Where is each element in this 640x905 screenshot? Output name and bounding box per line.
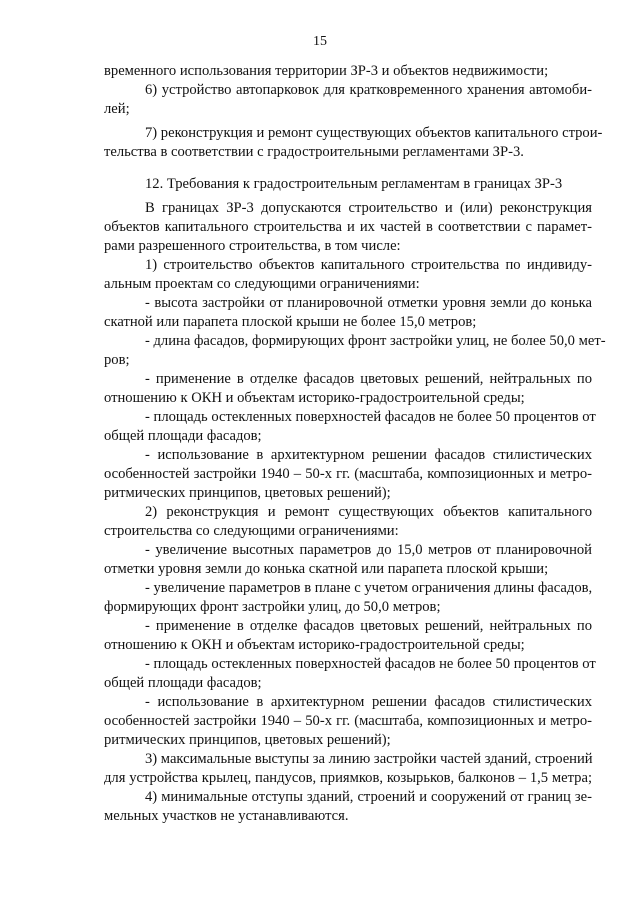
text-line: - применение в отделке фасадов цветовых решений, нейтральных по: [145, 618, 592, 634]
text-line: скатной или парапета плоской крыши не более 15,0 метров;: [104, 314, 477, 330]
text-line: отношению к ОКН и объектам историко-градостроительной среды;: [104, 637, 525, 653]
text-line: строительства со следующими ограничениями:: [104, 523, 399, 539]
text-line: - использование в архитектурном решении фасадов стилистических: [145, 694, 592, 710]
text-line: ритмических принципов, цветовых решений);: [104, 485, 391, 501]
text-line: для устройства крылец, пандусов, приямков, козырьков, балконов – 1,5 метра;: [104, 770, 592, 786]
text-line: мельных участков не устанавливаются.: [104, 808, 349, 824]
text-line: общей площади фасадов;: [104, 675, 262, 691]
text-line: особенностей застройки 1940 – 50-х гг. (масштаба, композиционных и метро-: [104, 466, 592, 482]
text-line: формирующих фронт застройки улиц, до 50,0 метров;: [104, 599, 441, 615]
page-number: 15: [313, 34, 327, 49]
text-line: 1) строительство объектов капитального строительства по индивиду-: [145, 257, 592, 273]
text-line: 7) реконструкция и ремонт существующих объектов капитального строи-: [145, 125, 603, 141]
text-line: особенностей застройки 1940 – 50-х гг. (масштаба, композиционных и метро-: [104, 713, 592, 729]
text-line: рами разрешенного строительства, в том числе:: [104, 238, 401, 254]
text-line: - использование в архитектурном решении фасадов стилистических: [145, 447, 592, 463]
text-line: тельства в соответствии с градостроительными регламентами ЗР-3.: [104, 144, 524, 160]
text-line: ритмических принципов, цветовых решений);: [104, 732, 391, 748]
text-line: - площадь остекленных поверхностей фасадов не более 50 процентов от: [145, 409, 596, 425]
text-line: альным проектам со следующими ограничениями:: [104, 276, 420, 292]
text-line: - увеличение высотных параметров до 15,0 метров от планировочной: [145, 542, 592, 558]
text-line: временного использования территории ЗР-3 и объектов недвижимости;: [104, 63, 549, 79]
text-line: 3) максимальные выступы за линию застройки частей зданий, строений: [145, 751, 593, 767]
text-line: отметки уровня земли до конька скатной или парапета плоской крыши;: [104, 561, 549, 577]
text-line: 6) устройство автопарковок для кратковременного хранения автомоби-: [145, 82, 592, 98]
text-line: лей;: [104, 101, 130, 117]
text-line: общей площади фасадов;: [104, 428, 262, 444]
section-heading: 12. Требования к градостроительным регламентам в границах ЗР-3: [145, 176, 563, 192]
text-line: - длина фасадов, формирующих фронт застройки улиц, не более 50,0 мет-: [145, 333, 606, 349]
text-line: - увеличение параметров в плане с учетом ограничения длины фасадов,: [145, 580, 593, 596]
text-line: - площадь остекленных поверхностей фасадов не более 50 процентов от: [145, 656, 596, 672]
text-line: - применение в отделке фасадов цветовых решений, нейтральных по: [145, 371, 592, 387]
text-line: 2) реконструкция и ремонт существующих объектов капитального: [145, 504, 592, 520]
text-line: 4) минимальные отступы зданий, строений и сооружений от границ зе-: [145, 789, 592, 805]
document-body: [104, 62, 606, 826]
text-line: ров;: [104, 352, 130, 368]
text-line: - высота застройки от планировочной отметки уровня земли до конька: [145, 295, 592, 311]
text-line: В границах ЗР-3 допускаются строительство и (или) реконструкция: [145, 200, 592, 216]
text-line: объектов капитального строительства и их частей в соответствии с парамет-: [104, 219, 592, 235]
text-line: отношению к ОКН и объектам историко-градостроительной среды;: [104, 390, 525, 406]
